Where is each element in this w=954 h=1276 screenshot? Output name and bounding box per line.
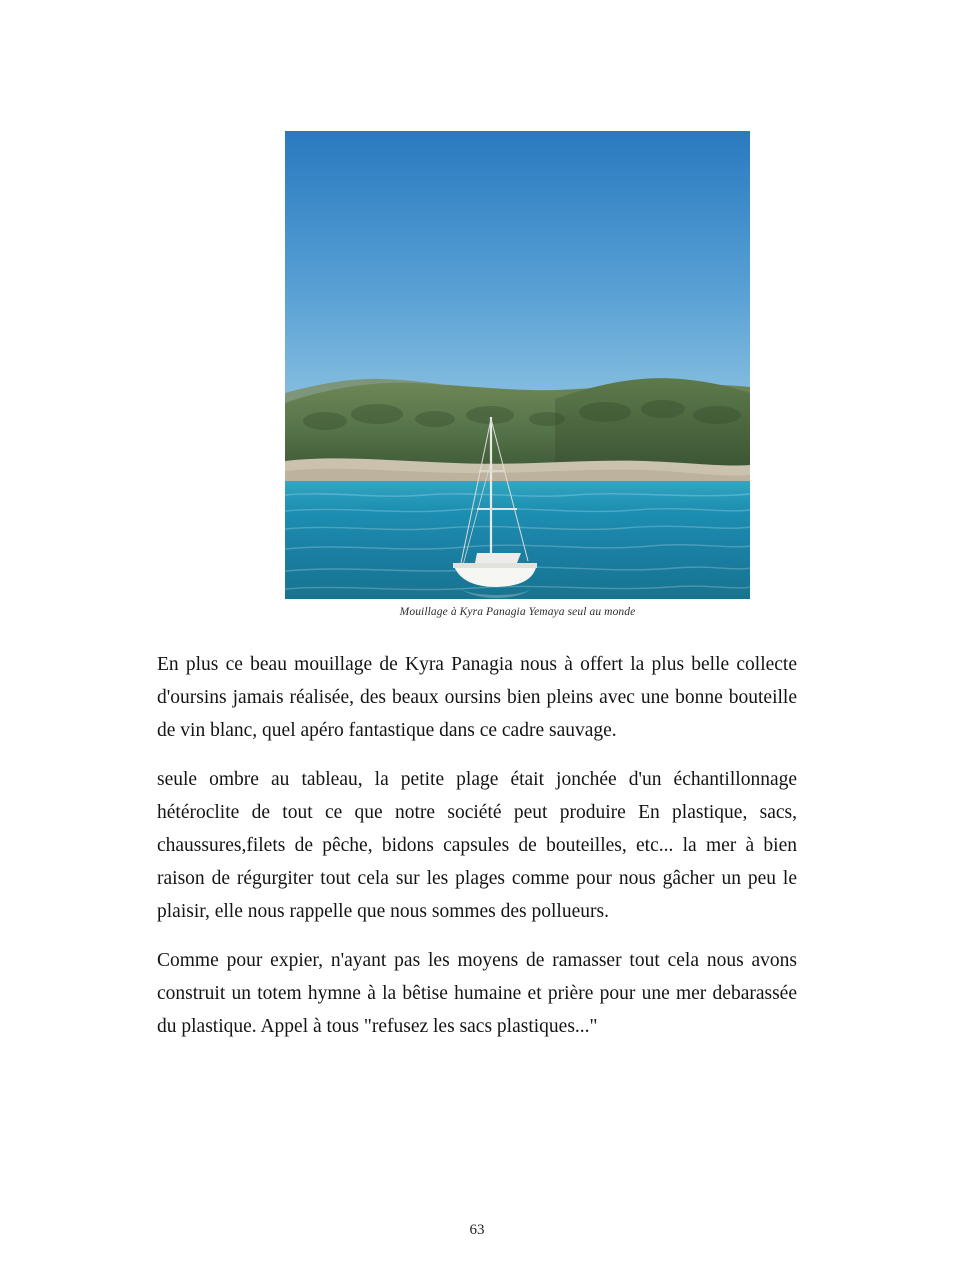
sailboat-anchored-in-bay-photo [285, 131, 750, 599]
figure-caption: Mouillage à Kyra Panagia Yemaya seul au monde [399, 606, 636, 618]
page-number: 63 [469, 1222, 485, 1238]
paragraph-3: Comme pour expier, n'ayant pas les moyens de ramasser tout cela nous avons construit un totem hymne à la bêtise humaine et prière pour une mer debarassée du plastique. Appel à tous "refusez les sacs plastiques..." [157, 950, 797, 1037]
paragraph-2: seule ombre au tableau, la petite plage était jonchée d'un échantillonnage hétéroclite de tout ce que notre société peut produire En plastique, sacs, chaussures,filets de pêche, bidons capsules de bouteilles, etc... la mer à bien raison de régurgiter tout cela sur les plages comme pour nous gâcher un peu le plaisir, elle nous rappelle que nous sommes des pollueurs. [157, 769, 797, 922]
figure-block [285, 131, 750, 618]
paragraph-1: En plus ce beau mouillage de Kyra Panagia nous à offert la plus belle collecte d'oursins jamais réalisée, des beaux oursins bien pleins avec une bonne bouteille de vin blanc, quel apéro fantastique dans ce cadre sauvage. [157, 654, 797, 741]
photo-illustration [285, 131, 750, 599]
body-text [157, 648, 797, 1043]
